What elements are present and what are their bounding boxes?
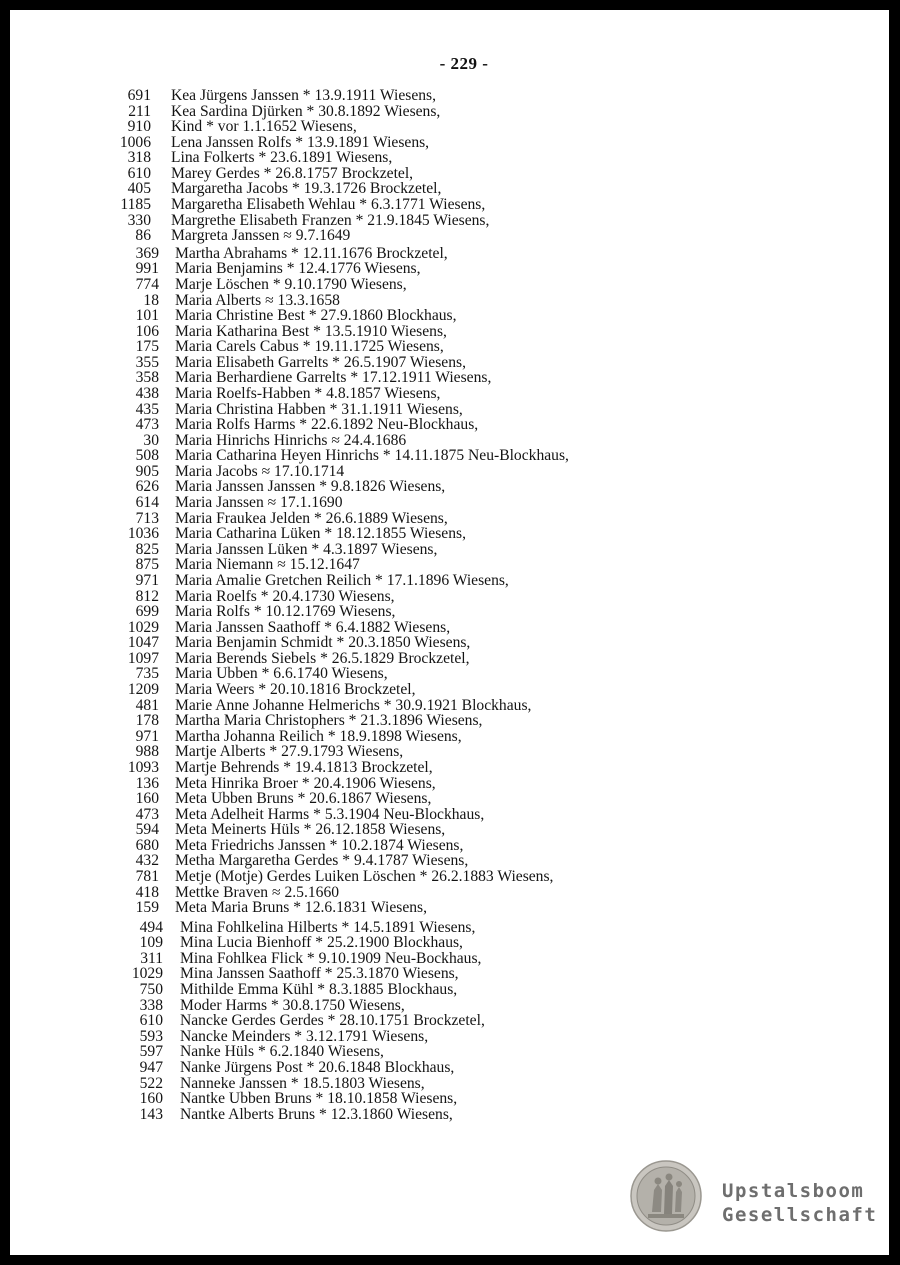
entry-text: Marey Gerdes * 26.8.1757 Brockzetel, [171, 165, 414, 182]
entry-text: Maria Roelfs-Habben * 4.8.1857 Wiesens, [175, 385, 441, 402]
entry-number: 18 [143, 292, 159, 309]
entry-number: 875 [135, 556, 159, 573]
entry-number: 680 [135, 837, 159, 854]
entry-text: Nanke Hüls * 6.2.1840 Wiesens, [180, 1043, 384, 1060]
entry-text: Maria Carels Cabus * 19.11.1725 Wiesens, [175, 338, 444, 355]
entry-number: 318 [127, 149, 151, 166]
org-name-line2: Gesellschaft [722, 1204, 878, 1226]
entry-number: 175 [135, 338, 159, 355]
entry-number: 109 [139, 934, 163, 951]
entry-number: 597 [139, 1043, 163, 1060]
entry-text: Nantke Alberts Bruns * 12.3.1860 Wiesens, [180, 1106, 453, 1123]
entry-text: Maria Benjamins * 12.4.1776 Wiesens, [175, 260, 421, 277]
entry-number: 355 [135, 354, 159, 371]
entry-text: Maria Janssen Janssen * 9.8.1826 Wiesens, [175, 478, 446, 495]
entry-number: 178 [135, 712, 159, 729]
entry-number: 30 [143, 432, 159, 449]
entry-number: 1029 [131, 965, 163, 982]
entry-number: 735 [135, 665, 159, 682]
list-item [0, 1106, 900, 1124]
entry-text: Meta Hinrika Broer * 20.4.1906 Wiesens, [175, 775, 436, 792]
entry-text: Maria Catharina Heyen Hinrichs * 14.11.1875 Neu-Blockhaus, [175, 447, 569, 464]
entry-text: Nanke Jürgens Post * 20.6.1848 Blockhaus, [180, 1059, 455, 1076]
entry-text: Maria Weers * 20.10.1816 Brockzetel, [175, 681, 416, 698]
entry-text: Maria Ubben * 6.6.1740 Wiesens, [175, 665, 388, 682]
entry-text: Maria Niemann ≈ 15.12.1647 [175, 556, 360, 573]
entry-text: Nantke Ubben Bruns * 18.10.1858 Wiesens, [180, 1090, 458, 1107]
entry-number: 1036 [127, 525, 159, 542]
entry-text: Maria Fraukea Jelden * 26.6.1889 Wiesens, [175, 510, 448, 527]
entry-number: 988 [135, 743, 159, 760]
entry-text: Moder Harms * 30.8.1750 Wiesens, [180, 997, 405, 1014]
entry-text: Maria Hinrichs Hinrichs ≈ 24.4.1686 [175, 432, 407, 449]
entry-number: 405 [127, 180, 151, 197]
org-name-line1: Upstalsboom [722, 1180, 865, 1202]
entry-text: Martje Alberts * 27.9.1793 Wiesens, [175, 743, 404, 760]
entry-number: 1097 [127, 650, 159, 667]
entry-text: Meta Maria Bruns * 12.6.1831 Wiesens, [175, 899, 428, 916]
entry-text: Kind * vor 1.1.1652 Wiesens, [171, 118, 357, 135]
entry-number: 614 [135, 494, 159, 511]
entry-number: 1006 [119, 134, 151, 151]
entry-number: 522 [139, 1075, 163, 1092]
entry-number: 160 [135, 790, 159, 807]
entry-number: 594 [135, 821, 159, 838]
entry-text: Maria Janssen ≈ 17.1.1690 [175, 494, 343, 511]
entry-number: 211 [128, 103, 151, 120]
entry-number: 610 [139, 1012, 163, 1029]
entry-number: 626 [135, 478, 159, 495]
entry-number: 508 [135, 447, 159, 464]
entry-text: Maria Katharina Best * 13.5.1910 Wiesens, [175, 323, 447, 340]
entry-number: 481 [135, 697, 159, 714]
entry-number: 774 [135, 276, 159, 293]
entry-number: 905 [135, 463, 159, 480]
entry-text: Marje Löschen * 9.10.1790 Wiesens, [175, 276, 407, 293]
entry-number: 136 [135, 775, 159, 792]
entry-number: 369 [135, 245, 159, 262]
entry-text: Maria Christina Habben * 31.1.1911 Wiesens, [175, 401, 463, 418]
entry-text: Lena Janssen Rolfs * 13.9.1891 Wiesens, [171, 134, 430, 151]
entry-text: Maria Benjamin Schmidt * 20.3.1850 Wiesens, [175, 634, 471, 651]
entry-text: Meta Adelheit Harms * 5.3.1904 Neu-Blockhaus, [175, 806, 485, 823]
entry-text: Kea Sardina Djürken * 30.8.1892 Wiesens, [171, 103, 441, 120]
entry-text: Margaretha Elisabeth Wehlau * 6.3.1771 Wiesens, [171, 196, 486, 213]
entry-text: Maria Christine Best * 27.9.1860 Blockhaus, [175, 307, 457, 324]
entry-text: Mettke Braven ≈ 2.5.1660 [175, 884, 340, 901]
entry-text: Martha Johanna Reilich * 18.9.1898 Wiesens, [175, 728, 462, 745]
entry-text: Maria Catharina Lüken * 18.12.1855 Wiesens, [175, 525, 466, 542]
entry-number: 101 [135, 307, 159, 324]
entry-text: Nancke Gerdes Gerdes * 28.10.1751 Brockzetel, [180, 1012, 485, 1029]
entry-number: 750 [139, 981, 163, 998]
entry-number: 971 [135, 572, 159, 589]
org-name [722, 1179, 877, 1227]
entry-number: 825 [135, 541, 159, 558]
entry-number: 106 [135, 323, 159, 340]
entry-number: 781 [135, 868, 159, 885]
entry-text: Maria Berhardiene Garrelts * 17.12.1911 Wiesens, [175, 369, 492, 386]
entry-number: 494 [139, 919, 163, 936]
entry-number: 971 [135, 728, 159, 745]
entry-number: 330 [127, 212, 151, 229]
entry-number: 418 [135, 884, 159, 901]
entry-text: Mina Fohlkea Flick * 9.10.1909 Neu-Bockhaus, [180, 950, 482, 967]
entry-text: Maria Amalie Gretchen Reilich * 17.1.1896 Wiesens, [175, 572, 509, 589]
entry-text: Maria Jacobs ≈ 17.10.1714 [175, 463, 345, 480]
list-item [0, 899, 900, 917]
entry-text: Maria Rolfs * 10.12.1769 Wiesens, [175, 603, 396, 620]
entry-text: Mina Fohlkelina Hilberts * 14.5.1891 Wiesens, [180, 919, 476, 936]
publisher-logo [628, 1160, 878, 1236]
entry-text: Marie Anne Johanne Helmerichs * 30.9.1921 Blockhaus, [175, 697, 532, 714]
entry-number: 1047 [127, 634, 159, 651]
entry-number: 610 [127, 165, 151, 182]
entry-text: Meta Ubben Bruns * 20.6.1867 Wiesens, [175, 790, 432, 807]
entry-number: 86 [135, 227, 151, 244]
entry-number: 435 [135, 401, 159, 418]
entry-number: 947 [139, 1059, 163, 1076]
entry-number: 160 [139, 1090, 163, 1107]
entry-number: 691 [127, 87, 151, 104]
entry-text: Martha Maria Christophers * 21.3.1896 Wiesens, [175, 712, 483, 729]
entry-text: Margaretha Jacobs * 19.3.1726 Brockzetel, [171, 180, 442, 197]
seal-icon [630, 1160, 702, 1232]
entry-text: Martha Abrahams * 12.11.1676 Brockzetel, [175, 245, 448, 262]
entry-number: 338 [139, 997, 163, 1014]
entry-number: 358 [135, 369, 159, 386]
entry-number: 699 [135, 603, 159, 620]
page-number: - 229 - [439, 54, 489, 73]
entry-text: Maria Rolfs Harms * 22.6.1892 Neu-Blockhaus, [175, 416, 479, 433]
entry-text: Martje Behrends * 19.4.1813 Brockzetel, [175, 759, 433, 776]
entry-text: Maria Janssen Lüken * 4.3.1897 Wiesens, [175, 541, 438, 558]
entry-number: 1185 [120, 196, 151, 213]
entry-number: 593 [139, 1028, 163, 1045]
entry-number: 159 [135, 899, 159, 916]
entry-number: 1093 [127, 759, 159, 776]
entry-number: 473 [135, 416, 159, 433]
entry-number: 1029 [127, 619, 159, 636]
entry-number: 473 [135, 806, 159, 823]
entry-text: Nanneke Janssen * 18.5.1803 Wiesens, [180, 1075, 425, 1092]
entry-number: 438 [135, 385, 159, 402]
entry-text: Metje (Motje) Gerdes Luiken Löschen * 26.2.1883 Wiesens, [175, 868, 554, 885]
entry-text: Meta Meinerts Hüls * 26.12.1858 Wiesens, [175, 821, 446, 838]
entry-text: Maria Roelfs * 20.4.1730 Wiesens, [175, 588, 395, 605]
entry-text: Mina Lucia Bienhoff * 25.2.1900 Blockhaus, [180, 934, 463, 951]
entry-text: Margrethe Elisabeth Franzen * 21.9.1845 Wiesens, [171, 212, 490, 229]
entry-text: Maria Elisabeth Garrelts * 26.5.1907 Wiesens, [175, 354, 466, 371]
entry-text: Mina Janssen Saathoff * 25.3.1870 Wiesens, [180, 965, 459, 982]
entry-text: Maria Berends Siebels * 26.5.1829 Brockzetel, [175, 650, 470, 667]
entry-text: Nancke Meinders * 3.12.1791 Wiesens, [180, 1028, 429, 1045]
entry-text: Maria Alberts ≈ 13.3.1658 [175, 292, 340, 309]
entry-number: 713 [135, 510, 159, 527]
entry-text: Mithilde Emma Kühl * 8.3.1885 Blockhaus, [180, 981, 458, 998]
entry-text: Lina Folkerts * 23.6.1891 Wiesens, [171, 149, 393, 166]
entry-text: Meta Friedrichs Janssen * 10.2.1874 Wiesens, [175, 837, 464, 854]
entry-text: Metha Margaretha Gerdes * 9.4.1787 Wiesens, [175, 852, 469, 869]
entry-number: 910 [127, 118, 151, 135]
entry-number: 311 [140, 950, 163, 967]
list-item [0, 227, 900, 245]
entry-number: 812 [135, 588, 159, 605]
entry-number: 432 [135, 852, 159, 869]
entry-text: Maria Janssen Saathoff * 6.4.1882 Wiesens, [175, 619, 451, 636]
entry-number: 1209 [127, 681, 159, 698]
entry-number: 991 [135, 260, 159, 277]
entry-text: Kea Jürgens Janssen * 13.9.1911 Wiesens, [171, 87, 437, 104]
entry-number: 143 [139, 1106, 163, 1123]
entry-text: Margreta Janssen ≈ 9.7.1649 [171, 227, 351, 244]
